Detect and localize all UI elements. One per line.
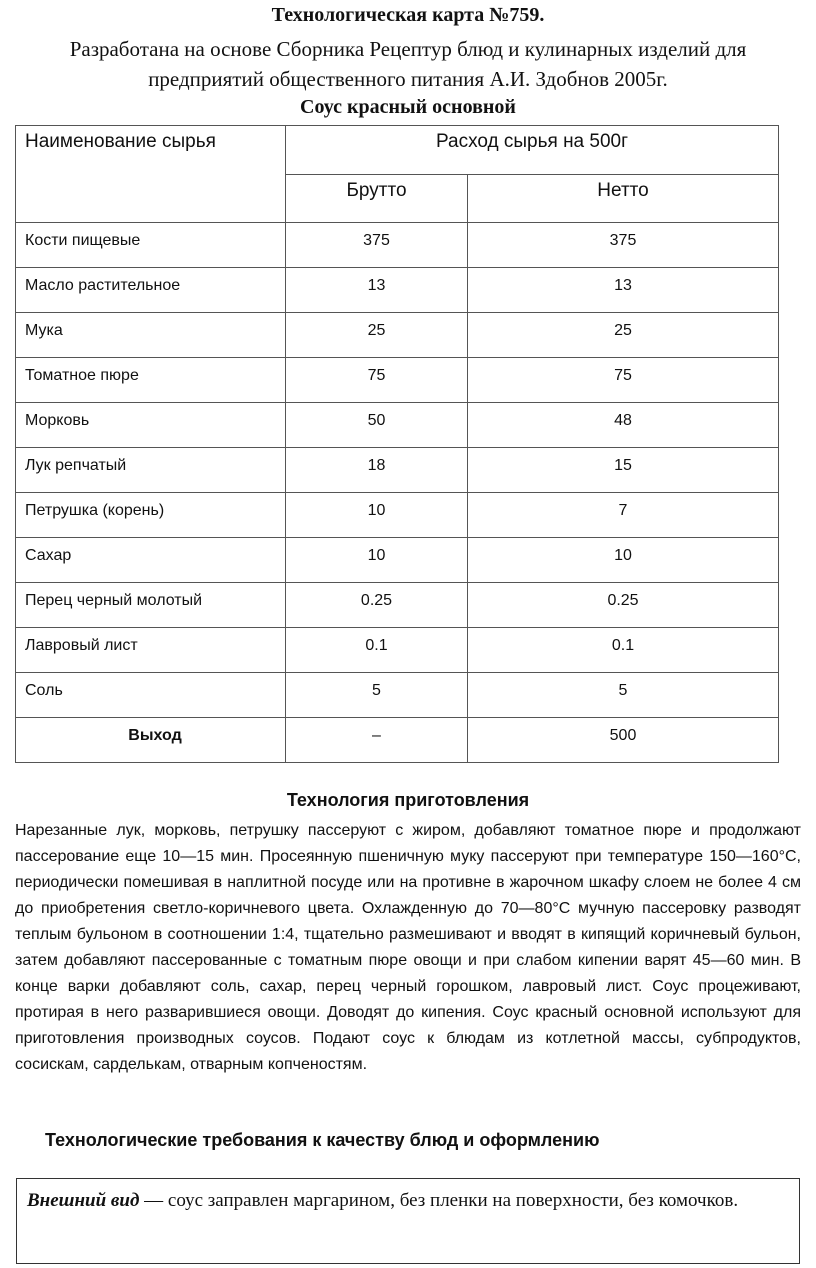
- yield-label: Выход: [16, 718, 286, 763]
- technology-title: Технология приготовления: [286, 790, 530, 810]
- ingredient-name: Морковь: [16, 403, 286, 448]
- yield-brutto: –: [286, 718, 468, 763]
- appearance-label: Внешний вид: [27, 1190, 140, 1211]
- netto-value: 0.1: [468, 628, 779, 673]
- ingredient-name: Томатное пюре: [16, 358, 286, 403]
- brutto-value: 75: [286, 358, 468, 403]
- brutto-value: 18: [286, 448, 468, 493]
- table-row: [16, 448, 779, 493]
- table-row: [16, 313, 779, 358]
- col-brutto-header: Брутто: [286, 175, 468, 223]
- brutto-value: 10: [286, 493, 468, 538]
- source-note: [0, 34, 816, 94]
- table-row: [16, 538, 779, 583]
- technology-text: Нарезанные лук, морковь, петрушку пассеруют с жиром, добавляют томатное пюре и продолжают пассерование еще 10—15 мин. Просеянную пшеничную муку пассеруют при температуре 150—160°С, периодически помешивая в наплитной посуде или на противне в жарочном шкафу слоем не более 4 см до приобретения светло-коричневого цвета. Охлажденную до 70—80°С мучную пассеровку разводят теплым бульоном в соотношении 1:4, тщательно размешивают и вводят в кипящий коричневый бульон, затем добавляют пассерованные с томатным пюре овощи и при слабом кипении варят 45—60 мин. В конце варки добавляют соль, сахар, перец черный горошком, лавровый лист. Соус процеживают, протирая в него разварившиеся овощи. Доводят до кипения. Соус красный основной используют для приготовления производных соусов. Подают соус к блюдам из котлетной массы, субпродуктов, сосискам, сарделькам, отварным копченостям.: [15, 822, 801, 1073]
- appearance-box: [16, 1178, 800, 1264]
- brutto-value: 375: [286, 223, 468, 268]
- ingredient-name: Кости пищевые: [16, 223, 286, 268]
- col-netto-header: Нетто: [468, 175, 779, 223]
- brutto-value: 50: [286, 403, 468, 448]
- brutto-value: 25: [286, 313, 468, 358]
- brutto-value: 10: [286, 538, 468, 583]
- brutto-value: 5: [286, 673, 468, 718]
- netto-value: 375: [468, 223, 779, 268]
- table-row: [16, 223, 779, 268]
- ingredient-name: Лук репчатый: [16, 448, 286, 493]
- table-row: [16, 583, 779, 628]
- source-line-2: предприятий общественного питания А.И. Здобнов 2005г.: [148, 67, 668, 91]
- netto-value: 7: [468, 493, 779, 538]
- netto-value: 48: [468, 403, 779, 448]
- netto-value: 0.25: [468, 583, 779, 628]
- ingredient-name: Сахар: [16, 538, 286, 583]
- requirements-title: Технологические требования к качеству блюд и оформлению: [45, 1130, 600, 1150]
- table-row: [16, 673, 779, 718]
- table-row: [16, 493, 779, 538]
- netto-value: 25: [468, 313, 779, 358]
- ingredient-name: Мука: [16, 313, 286, 358]
- doc-title: Технологическая карта №759.: [271, 4, 545, 26]
- ingredient-name: Петрушка (корень): [16, 493, 286, 538]
- header-row: [16, 126, 779, 175]
- ingredient-name: Лавровый лист: [16, 628, 286, 673]
- yield-row: [16, 718, 779, 763]
- table-row: [16, 268, 779, 313]
- table-row: [16, 628, 779, 673]
- brutto-value: 0.1: [286, 628, 468, 673]
- source-line-1: Разработана на основе Сборника Рецептур блюд и кулинарных изделий для: [69, 37, 747, 61]
- netto-value: 5: [468, 673, 779, 718]
- ingredient-name: Соль: [16, 673, 286, 718]
- ingredients-table: [15, 125, 779, 763]
- table-row: [16, 358, 779, 403]
- netto-value: 10: [468, 538, 779, 583]
- table-row: [16, 403, 779, 448]
- brutto-value: 13: [286, 268, 468, 313]
- brutto-value: 0.25: [286, 583, 468, 628]
- ingredient-name: Перец черный молотый: [16, 583, 286, 628]
- ingredient-name: Масло растительное: [16, 268, 286, 313]
- col-name-header: Наименование сырья: [16, 126, 286, 223]
- yield-netto: 500: [468, 718, 779, 763]
- dish-title: Соус красный основной: [300, 96, 516, 118]
- appearance-text: — соус заправлен маргарином, без пленки на поверхности, без комочков.: [139, 1190, 739, 1211]
- netto-value: 75: [468, 358, 779, 403]
- col-usage-header: Расход сырья на 500г: [286, 126, 779, 175]
- netto-value: 13: [468, 268, 779, 313]
- netto-value: 15: [468, 448, 779, 493]
